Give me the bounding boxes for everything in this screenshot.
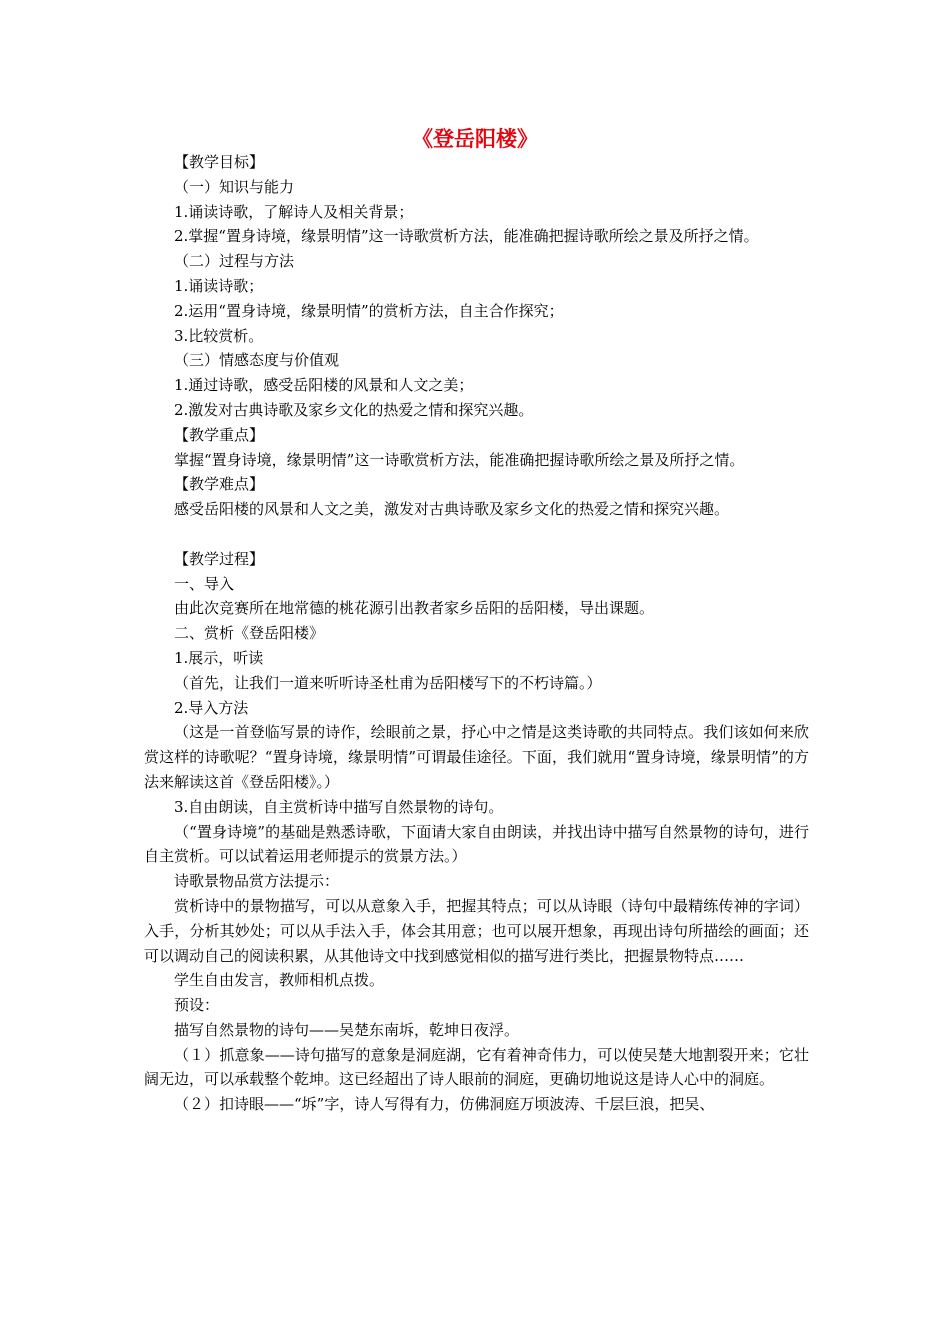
paragraph: （１）抓意象——诗句描写的意象是洞庭湖，它有着神奇伟力，可以使吴楚大地割裂开来；它壮阔无边，可以承载整个乾坤。这已经超出了诗人眼前的洞庭，更确切地说这是诗人心中的洞庭。	[144, 1045, 809, 1089]
paragraph: 1.通过诗歌，感受岳阳楼的风景和人文之美；	[174, 376, 474, 395]
paragraph: 2.掌握“置身诗境，缘景明情”这一诗歌赏析方法，能准确把握诗歌所绘之景及所抒之情。	[174, 227, 759, 246]
paragraph: 3.比较赏析。	[174, 326, 264, 345]
paragraph: 1.展示，听读	[174, 648, 264, 667]
paragraph: （“置身诗境”的基础是熟悉诗歌，下面请大家自由朗读，并找出诗中描写自然景物的诗句，进行自主赏析。可以试着运用老师提示的赏景方法。）	[144, 822, 809, 866]
document-title: 《登岳阳楼》	[412, 127, 538, 151]
paragraph: 1.诵读诗歌，了解诗人及相关背景；	[174, 202, 414, 221]
paragraph: （首先，让我们一道来听听诗圣杜甫为岳阳楼写下的不朽诗篇。）	[174, 673, 602, 692]
paragraph: （三）情感态度与价值观	[174, 351, 340, 370]
document-body	[144, 150, 809, 1117]
paragraph: （一）知识与能力	[174, 177, 295, 196]
paragraph: 描写自然景物的诗句——吴楚东南坼，乾坤日夜浮。	[174, 1020, 520, 1039]
paragraph: （二）过程与方法	[174, 252, 295, 271]
paragraph: 1.诵读诗歌；	[174, 276, 264, 295]
paragraph: 3.自由朗读，自主赏析诗中描写自然景物的诗句。	[174, 797, 504, 816]
paragraph: 二、赏析《登岳阳楼》	[174, 624, 325, 643]
paragraph: 学生自由发言，教师相机点拨。	[174, 971, 385, 990]
paragraph	[144, 522, 809, 547]
paragraph: 掌握“置身诗境，缘景明情”这一诗歌赏析方法，能准确把握诗歌所绘之景及所抒之情。	[174, 450, 745, 469]
paragraph: 一、导入	[174, 574, 235, 593]
paragraph: 预设：	[174, 996, 220, 1015]
paragraph: 2.运用“置身诗境，缘景明情”的赏析方法，自主合作探究；	[174, 301, 564, 320]
paragraph: 诗歌景物品赏方法提示：	[174, 872, 340, 891]
paragraph: 【教学重点】	[174, 425, 265, 444]
paragraph: 2.导入方法	[174, 698, 249, 717]
paragraph: 由此次竞赛所在地常德的桃花源引出教者家乡岳阳的岳阳楼，导出课题。	[174, 599, 655, 618]
paragraph: 【教学目标】	[174, 153, 265, 171]
paragraph: 【教学过程】	[174, 549, 265, 568]
paragraph: 赏析诗中的景物描写，可以从意象入手，把握其特点；可以从诗眼（诗句中最精练传神的字词）入手，分析其妙处；可以从手法入手，体会其用意；也可以展开想象，再现出诗句所描绘的画面；还可以调动自己的阅读积累，从其他诗文中找到感觉相似的描写进行类比，把握景物特点……	[144, 896, 809, 965]
paragraph: 2.激发对古典诗歌及家乡文化的热爱之情和探究兴趣。	[174, 400, 534, 419]
paragraph: 感受岳阳楼的风景和人文之美，激发对古典诗歌及家乡文化的热爱之情和探究兴趣。	[174, 500, 730, 519]
paragraph: 【教学难点】	[174, 475, 265, 494]
paragraph: （２）扣诗眼——“坼”字，诗人写得有力，仿佛洞庭万顷波涛、千层巨浪，把吴、	[174, 1095, 715, 1114]
paragraph: （这是一首登临写景的诗作，绘眼前之景，抒心中之情是这类诗歌的共同特点。我们该如何来欣赏这样的诗歌呢？“置身诗境，缘景明情”可谓最佳途径。下面，我们就用“置身诗境，缘景明情”的方法来解读这首《登岳阳楼》。）	[144, 723, 809, 791]
